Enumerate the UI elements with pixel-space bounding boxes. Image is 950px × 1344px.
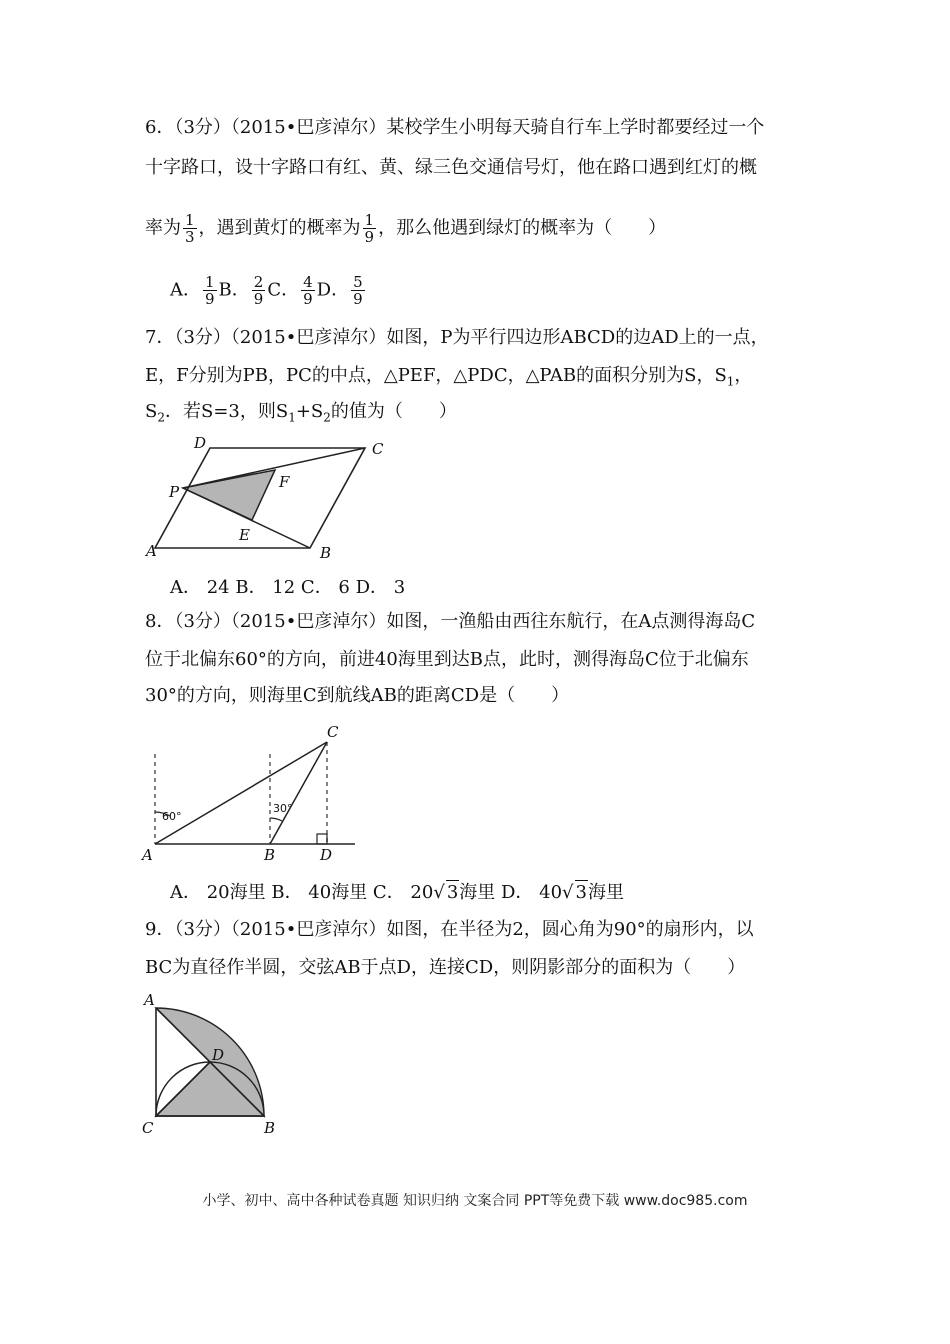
q8-line-3: 30°的方向，则海里C到航线AB的距离CD是（ ）	[145, 685, 570, 706]
q8-options: A． 20海里 B． 40海里 C． 20√ 3海里 D． 40√ 3海里	[170, 882, 624, 903]
sqrt-3-d: 3	[575, 882, 587, 903]
angle-label-60: 60°	[162, 810, 182, 823]
q6-option-b-fraction: $\frac{2}{9}$	[253, 273, 264, 308]
q6-text-a: 率为	[145, 217, 181, 239]
q6-text-c: ，那么他遇到绿灯的概率为（ ）	[378, 217, 667, 239]
q7-line-2: E，F分别为PB，PC的中点，△PEF，△PDC，△PAB的面积分别为S，$S_1$，	[145, 365, 753, 389]
label-b: B	[264, 1119, 276, 1137]
q8-line-1: 8．（3分）（2015•巴彦淖尔）如图，一渔船由西往东航行，在A点测得海岛C	[145, 611, 756, 632]
q7-parallelogram-figure	[140, 432, 400, 564]
q6-option-a-fraction: $\frac{1}{9}$	[205, 273, 215, 308]
label-e: E	[239, 526, 250, 544]
q8-navigation-figure	[140, 722, 360, 866]
label-b: B	[320, 544, 332, 562]
sqrt-3-c: 3	[446, 882, 459, 903]
q6-text-b: ，遇到黄灯的概率为	[198, 217, 361, 239]
segment-ac	[155, 742, 327, 844]
q8-line-2: 位于北偏东60°的方向，前进40海里到达B点，此时，测得海岛C位于北偏东	[145, 649, 749, 670]
page-footer: 小学、初中、高中各种试卷真题 知识归纳 文案合同 PPT等免费下载 www.doc985.com	[202, 1193, 748, 1209]
label-d: D	[194, 434, 207, 452]
q6-line-1: 6．（3分）（2015•巴彦淖尔）某校学生小明每天骑自行车上学时都要经过一个	[145, 117, 765, 138]
angle-arc-30	[270, 818, 282, 821]
angle-label-30: 30°	[273, 802, 293, 815]
q7-line-1: 7．（3分）（2015•巴彦淖尔）如图，P为平行四边形ABCD的边AD上的一点，	[145, 327, 769, 348]
label-a: A	[142, 846, 153, 864]
label-c: C	[372, 440, 384, 458]
q6-line-3	[145, 212, 666, 245]
q6-options: A． $\frac{1}{9}$ B． $\frac{2}{9}$ C． $\frac{4}{9}$ D． $\frac{5}{9}$	[170, 273, 363, 308]
q6-option-c-fraction: $\frac{4}{9}$	[303, 273, 313, 308]
label-c: C	[327, 723, 339, 741]
label-a: A	[146, 542, 157, 560]
label-a: A	[144, 991, 155, 1009]
right-angle-mark	[317, 834, 327, 844]
label-f: F	[279, 473, 290, 491]
q9-line-2: BC为直径作半圆，交弦AB于点D，连接CD，则阴影部分的面积为（ ）	[145, 957, 746, 978]
q9-sector-figure	[138, 990, 288, 1140]
q6-fraction-red: $\frac{1}{3}$	[185, 211, 195, 246]
q6-line-2: 十字路口，设十字路口有红、黄、绿三色交通信号灯，他在路口遇到红灯的概	[145, 157, 757, 178]
label-c: C	[142, 1119, 154, 1137]
label-p: P	[169, 483, 180, 501]
label-b: B	[264, 846, 276, 864]
q6-fraction-yellow: $\frac{1}{9}$	[364, 211, 375, 246]
segment-pc	[183, 448, 365, 488]
q7-options: A． 24 B． 12 C． 6 D． 3	[170, 577, 406, 598]
q6-option-d-fraction: $\frac{5}{9}$	[353, 273, 363, 308]
label-d: D	[320, 846, 333, 864]
q7-line-3: $S_2$．若S=3，则$S_1+S_2$的值为（ ）	[145, 401, 457, 425]
segment-bc	[270, 742, 327, 844]
label-d: D	[212, 1046, 225, 1064]
q9-line-1: 9．（3分）（2015•巴彦淖尔）如图，在半径为2，圆心角为90°的扇形内，以	[145, 919, 754, 940]
